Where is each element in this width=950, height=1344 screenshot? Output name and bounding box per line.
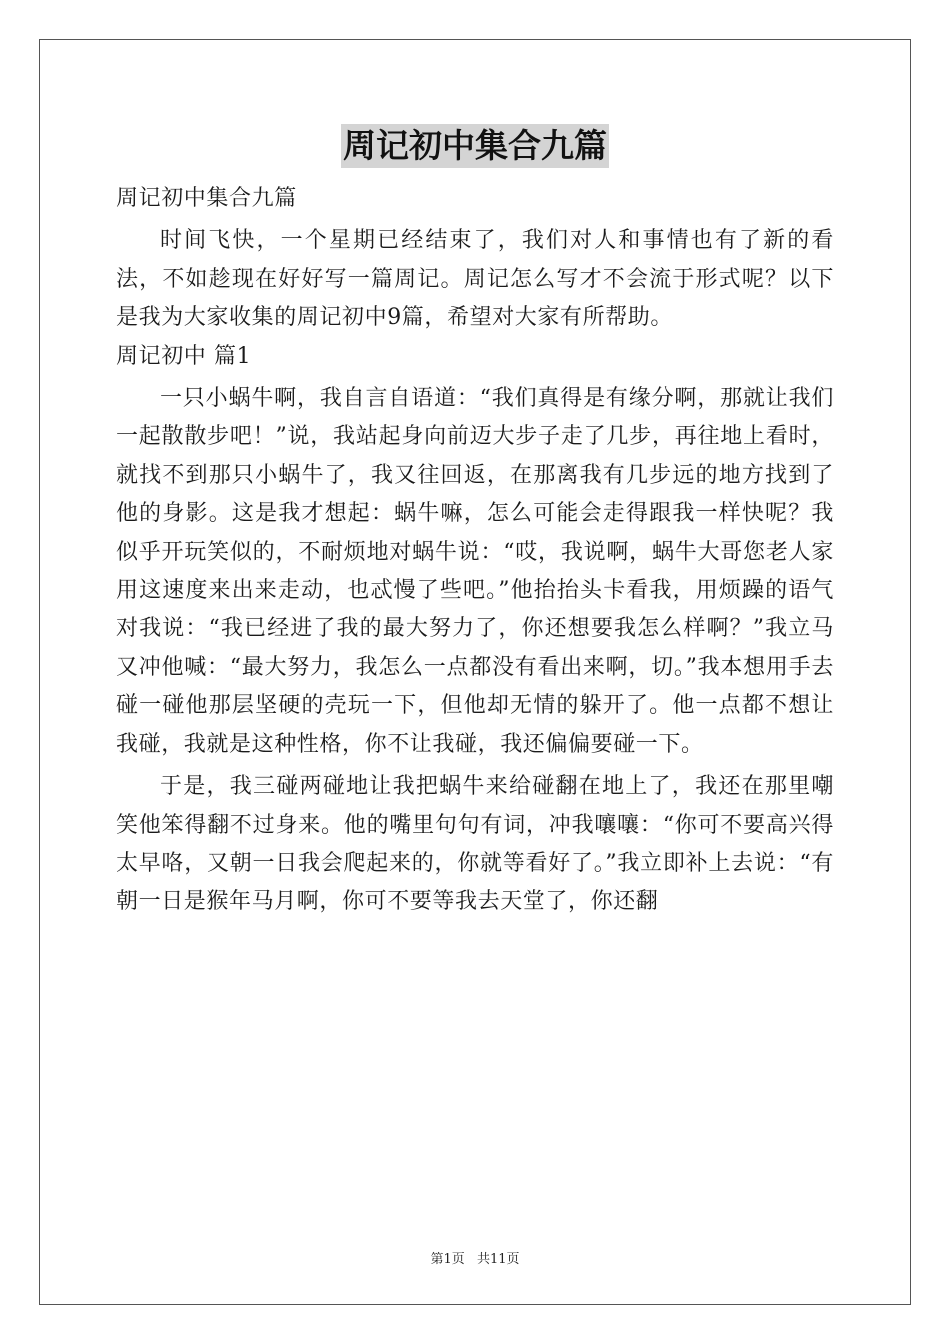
intro-paragraph: 时间飞快，一个星期已经结束了，我们对人和事情也有了新的看法，不如趁现在好好写一篇周记。周记怎么写才不会流于形式呢？以下是我为大家收集的周记初中9篇，希望对大家有所帮助。 <box>116 228 834 331</box>
page-footer <box>0 1248 950 1267</box>
body-paragraph: 于是，我三碰两碰地让我把蜗牛来给碰翻在地上了，我还在那里嘲笑他笨得翻不过身来。他的嘴里句句有词，冲我嚷嚷：“你可不要高兴得太早咯，又朝一日我会爬起来的，你就等看好了。”我立即补上去说：“有朝一日是猴年马月啊，你可不要等我去天堂了，你还翻 <box>116 774 834 915</box>
document-title: 周记初中集合九篇 <box>341 124 609 168</box>
document-body <box>116 180 834 922</box>
page-number: 第1页 <box>430 1252 465 1267</box>
page-total: 共11页 <box>476 1252 520 1267</box>
body-paragraph: 一只小蜗牛啊，我自言自语道：“我们真得是有缘分啊，那就让我们一起散散步吧！”说，我站起身向前迈大步子走了几步，再往地上看时，就找不到那只小蜗牛了，我又往回返，在那离我有几步远的地方找到了他的身影。这是我才想起：蜗牛嘛，怎么可能会走得跟我一样快呢？我似乎开玩笑似的，不耐烦地对蜗牛说：“哎，我说啊，蜗牛大哥您老人家用这速度来出来走动，也忒慢了些吧。”他抬抬头卡看我，用烦躁的语气对我说：“我已经进了我的最大努力了，你还想要我怎么样啊？”我立马又冲他喊：“最大努力，我怎么一点都没有看出来啊，切。”我本想用手去碰一碰他那层坚硬的壳玩一下，但他却无情的躲开了。他一点都不想让我碰，我就是这种性格，你不让我碰，我还偏偏要碰一下。 <box>116 386 834 757</box>
subtitle-paragraph: 周记初中集合九篇 <box>116 186 297 211</box>
title-container <box>0 124 950 168</box>
section-heading: 周记初中 篇1 <box>116 343 252 369</box>
